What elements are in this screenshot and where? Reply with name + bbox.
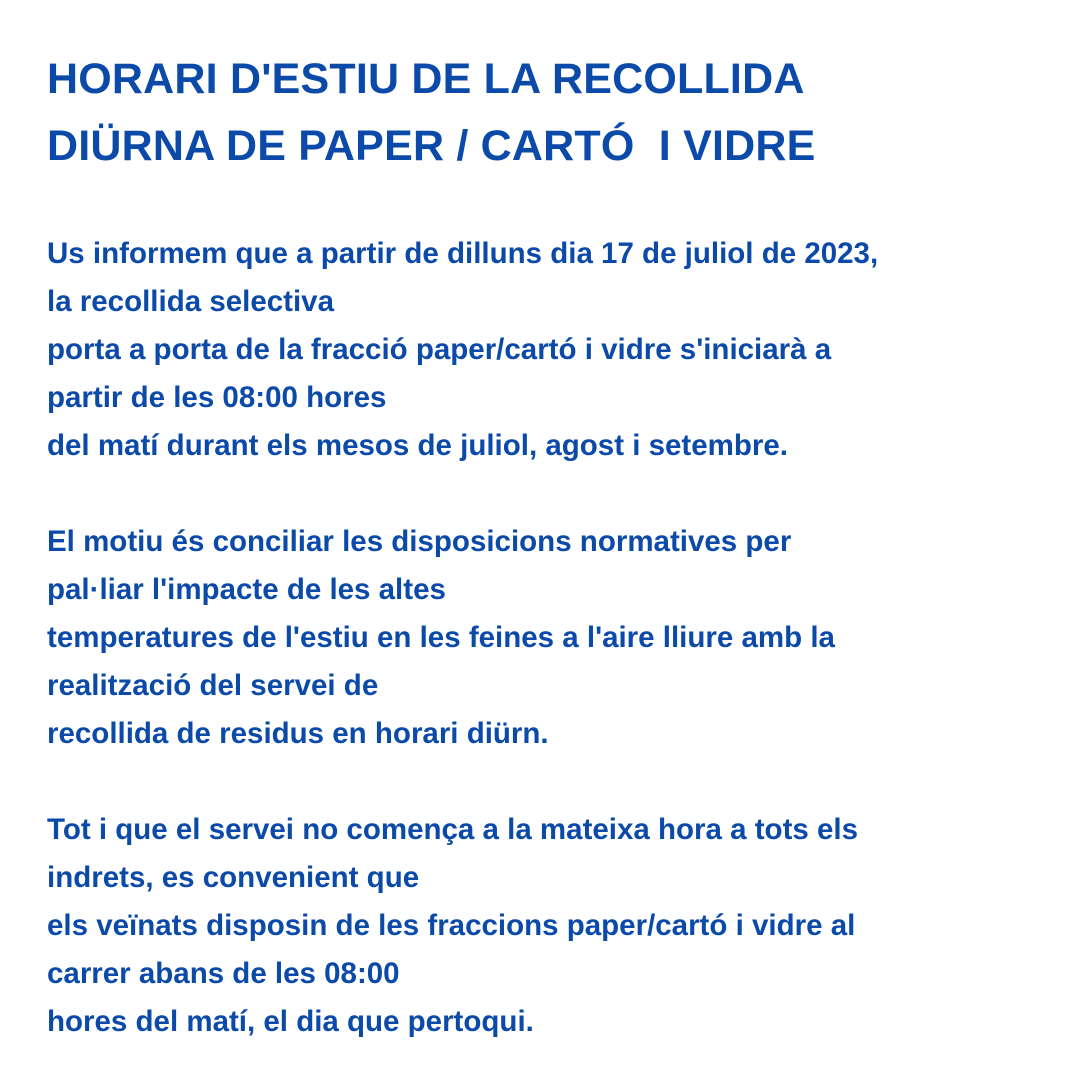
text-line: El motiu és conciliar les disposicions normatives per (47, 525, 792, 558)
text-line: la recollida selectiva (47, 285, 334, 318)
text-line: realització del servei de (47, 669, 379, 702)
paragraph-reason (47, 518, 1057, 758)
text-line: porta a porta de la fracció paper/cartó i vidre s'iniciarà a (47, 333, 832, 366)
notice-document (47, 46, 1057, 1046)
title-line: DIÜRNA DE PAPER / CARTÓ I VIDRE (47, 122, 816, 170)
text-line: Tot i que el servei no comença a la mateixa hora a tots els (47, 813, 859, 846)
title-line: HORARI D'ESTIU DE LA RECOLLIDA (47, 55, 805, 103)
text-line: indrets, es convenient que (47, 861, 420, 894)
paragraph-start-date (47, 230, 1057, 470)
text-line: pal·liar l'impacte de les altes (47, 573, 446, 606)
text-line: carrer abans de les 08:00 (47, 957, 400, 990)
text-line: del matí durant els mesos de juliol, agost i setembre. (47, 429, 788, 462)
text-line: recollida de residus en horari diürn. (47, 717, 549, 750)
text-line: els veïnats disposin de les fraccions paper/cartó i vidre al (47, 909, 856, 942)
text-line: Us informem que a partir de dilluns dia 17 de juliol de 2023, (47, 237, 879, 270)
paragraph-recommendation (47, 806, 1057, 1046)
text-line: temperatures de l'estiu en les feines a l'aire lliure amb la (47, 621, 835, 654)
page-title (47, 46, 1057, 180)
text-line: hores del matí, el dia que pertoqui. (47, 1005, 534, 1038)
text-line: partir de les 08:00 hores (47, 381, 387, 414)
